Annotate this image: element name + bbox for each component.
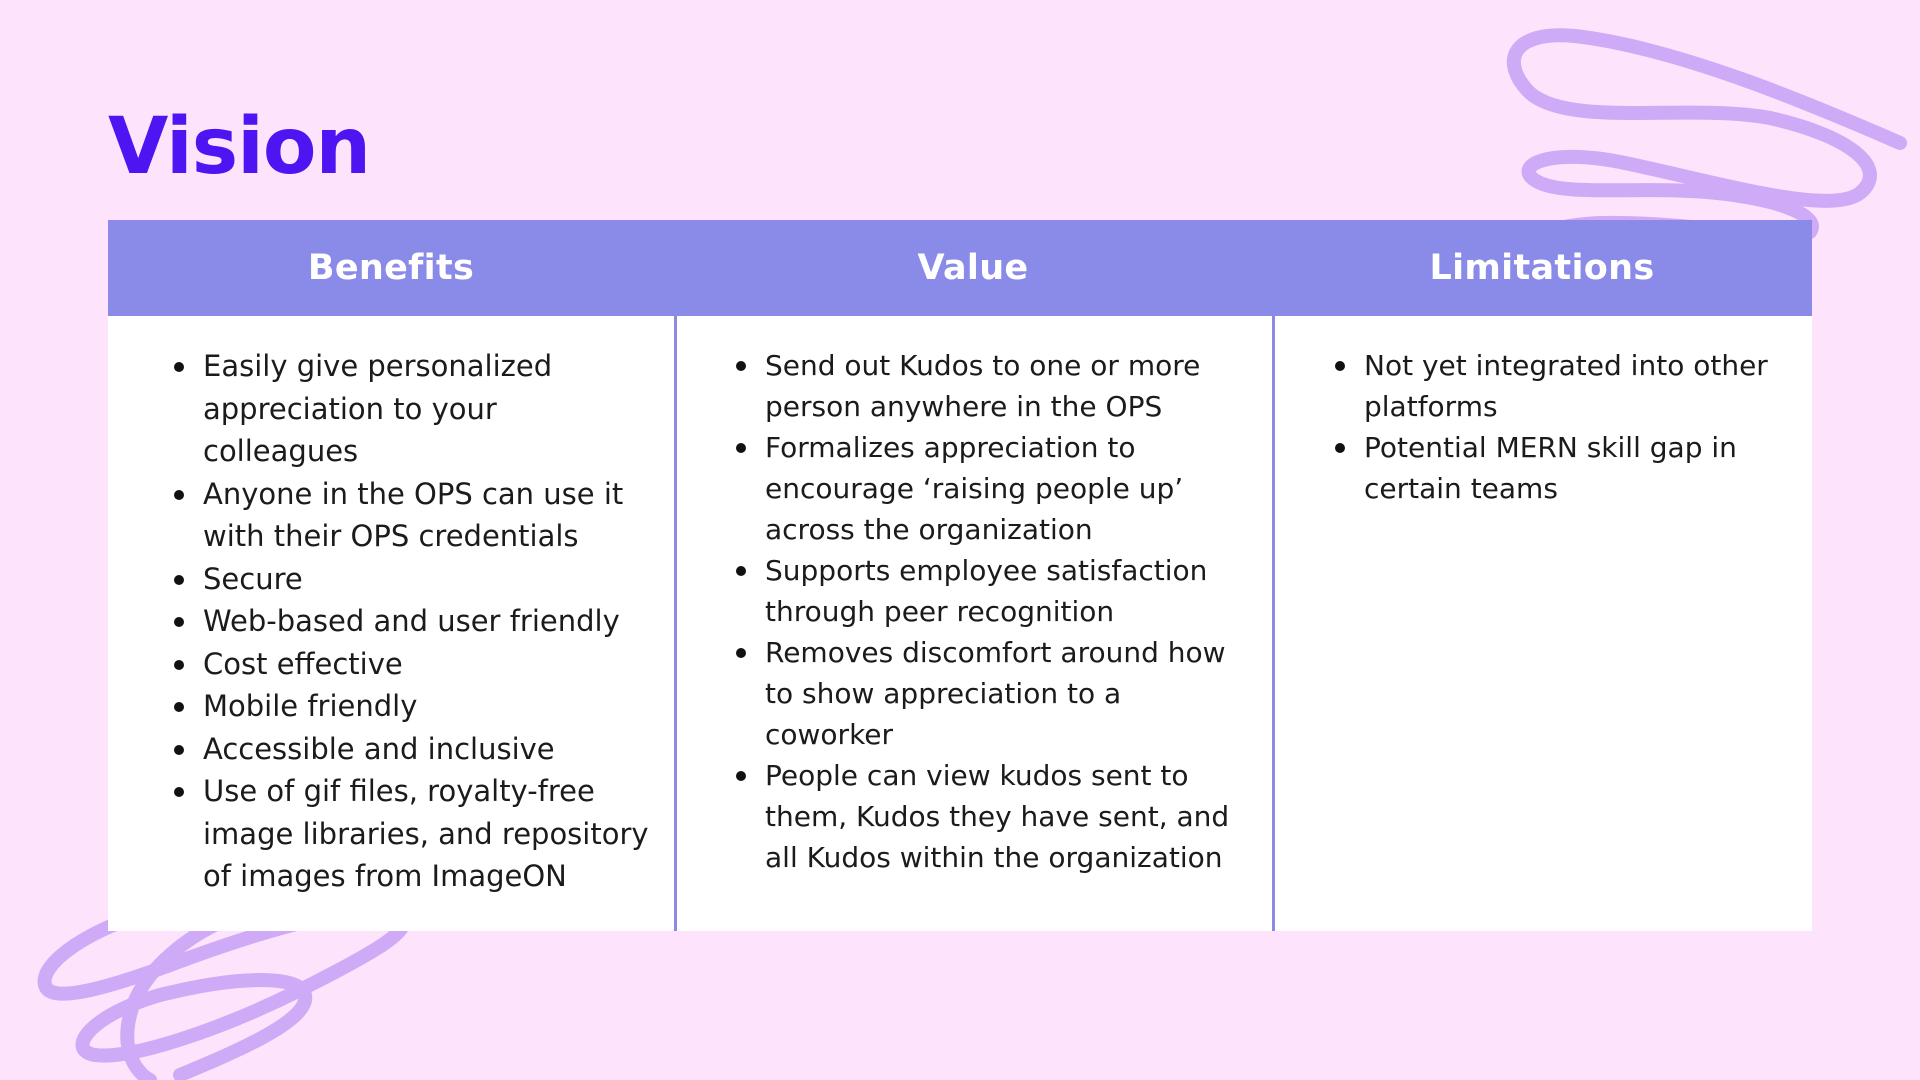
squiggle-decoration-top (1490, 18, 1910, 248)
header-value: Value (674, 220, 1272, 316)
list-item: Web-based and user friendly (203, 600, 654, 643)
list-item: Formalizes appreciation to encourage ‘raising people up’ across the organization (765, 427, 1252, 550)
list-item: Cost effective (203, 643, 654, 686)
list-item: Secure (203, 558, 654, 601)
benefits-cell (108, 316, 674, 931)
slide-title: Vision (108, 102, 371, 192)
list-item: Send out Kudos to one or more person anywhere in the OPS (765, 345, 1252, 427)
header-limitations: Limitations (1272, 220, 1812, 316)
benefits-list (203, 345, 654, 898)
value-cell (674, 316, 1272, 931)
list-item: People can view kudos sent to them, Kudos they have sent, and all Kudos within the organization (765, 755, 1252, 878)
list-item: Easily give personalized appreciation to your colleagues (203, 345, 654, 473)
list-item: Supports employee satisfaction through peer recognition (765, 550, 1252, 632)
list-item: Not yet integrated into other platforms (1364, 345, 1792, 427)
header-benefits: Benefits (108, 220, 674, 316)
value-list (765, 345, 1252, 878)
list-item: Accessible and inclusive (203, 728, 654, 771)
list-item: Removes discomfort around how to show appreciation to a coworker (765, 632, 1252, 755)
list-item: Potential MERN skill gap in certain teams (1364, 427, 1792, 509)
list-item: Use of gif files, royalty-free image libraries, and repository of images from ImageON (203, 770, 654, 898)
vision-table (108, 220, 1812, 931)
limitations-list (1364, 345, 1792, 509)
limitations-cell (1272, 316, 1812, 931)
list-item: Mobile friendly (203, 685, 654, 728)
list-item: Anyone in the OPS can use it with their OPS credentials (203, 473, 654, 558)
